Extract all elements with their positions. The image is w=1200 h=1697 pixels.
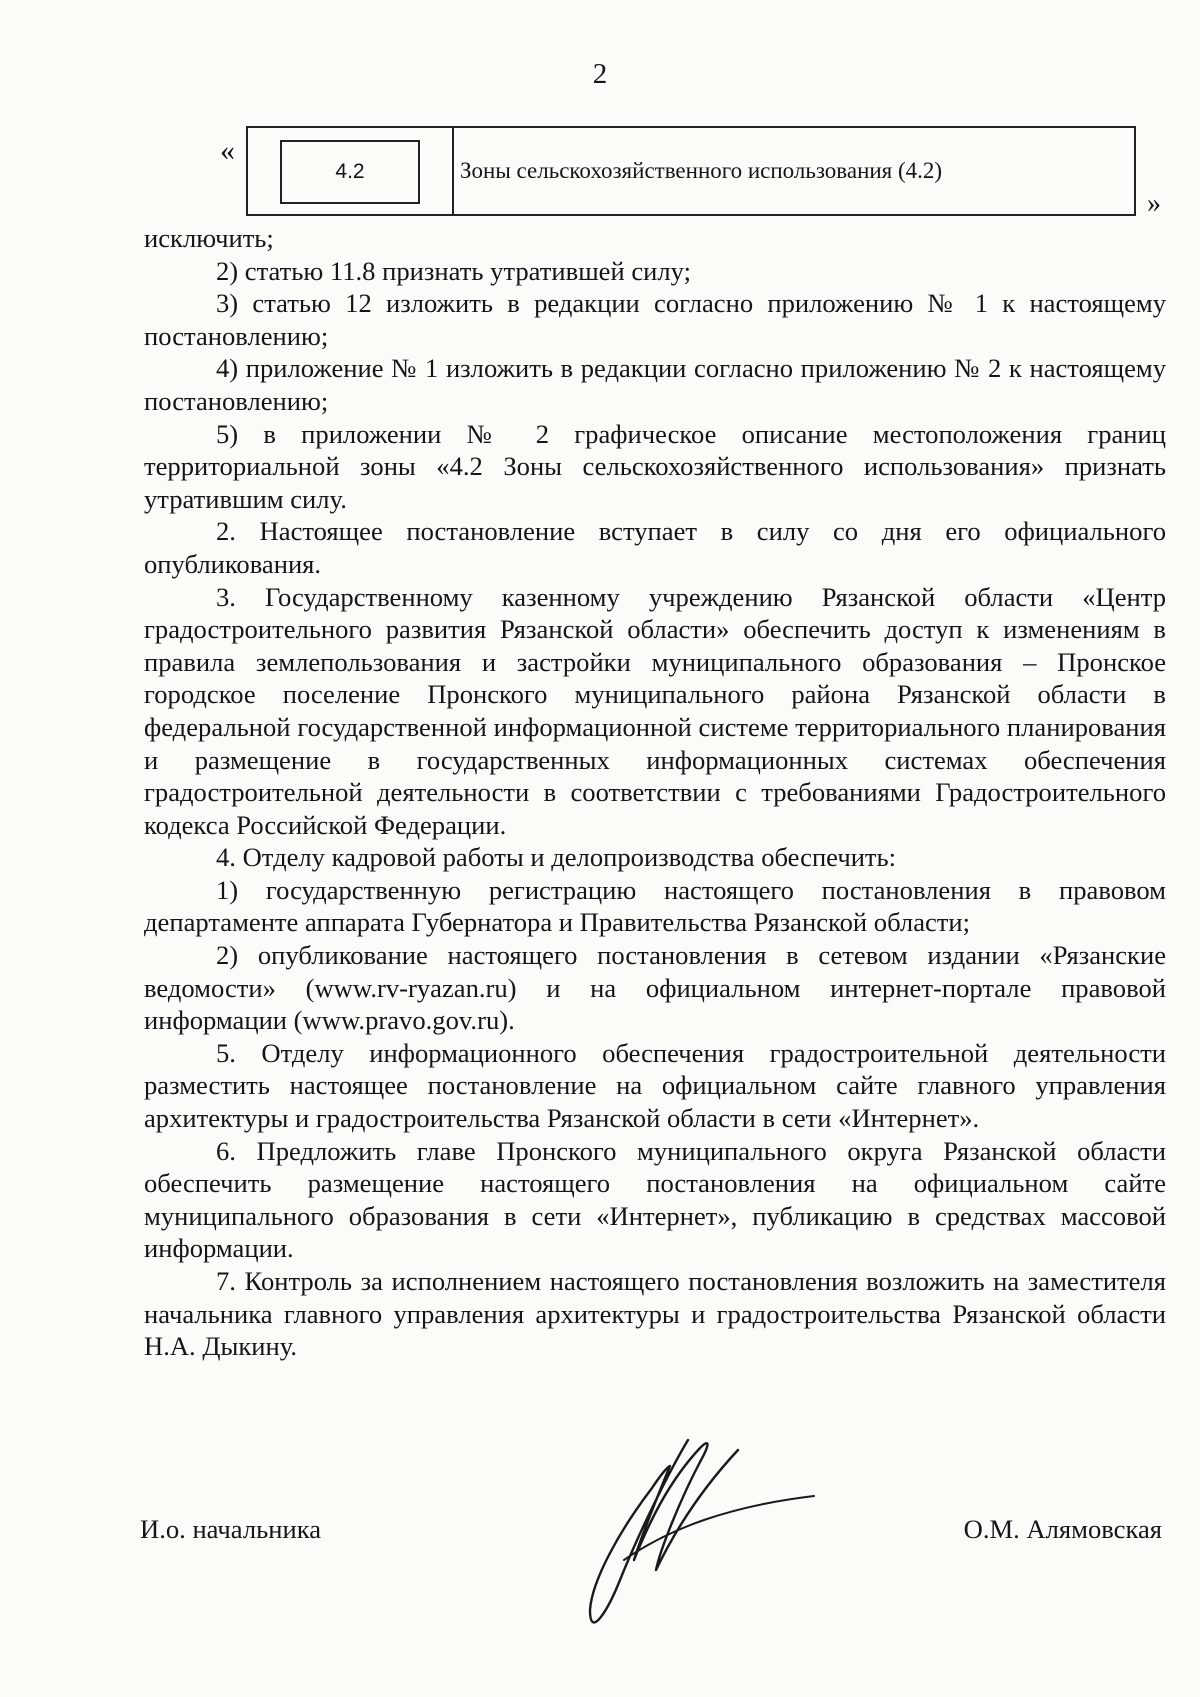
paragraph: 6. Предложить главе Пронского муниципального округа Рязанской области обеспечить размещение настоящего постановления на официальном сайте муниципального образования в сети «Интернет», публикацию в средствах массовой информации.	[144, 1135, 1166, 1264]
paragraph: 5. Отделу информационного обеспечения градостроительной деятельности разместить настоящее постановление на официальном сайте главного управления архитектуры и градостроительства Рязанской области в сети «Интернет».	[144, 1037, 1166, 1134]
closing-quote: »	[1147, 188, 1161, 219]
paragraph: 3. Государственному казенному учреждению Рязанской области «Центр градостроительного развития Рязанской области» обеспечить доступ к изменениям в правила землепользования и застройки муниципального образования – Пронское городское поселение Пронского муниципального района Рязанской области в федеральной государственной информационной системе территориального планирования и размещение в государственных информационных системах обеспечения градостроительной деятельности в соответствии с требованиями Градостроительного кодекса Российской Федерации.	[144, 581, 1166, 840]
paragraph: исключить;	[144, 223, 274, 253]
signer-role: И.о. начальника	[140, 1514, 322, 1544]
page-number: 2	[592, 58, 608, 90]
handwritten-signature-icon	[560, 1410, 820, 1650]
paragraph: 4. Отделу кадровой работы и делопроизводства обеспечить:	[216, 842, 897, 873]
paragraph: 2) статью 11.8 признать утратившей силу;	[216, 255, 692, 286]
paragraph: 5) в приложении № 2 графическое описание местоположения границ территориальной зоны «4.2 Зоны сельскохозяйственного использования» признать утратившим силу.	[144, 418, 1166, 514]
paragraph: 7. Контроль за исполнением настоящего постановления возложить на заместителя начальника главного управления архитектуры и градостроительства Рязанской области Н.А. Дыкину.	[144, 1266, 1166, 1362]
paragraph: 4) приложение № 1 изложить в редакции согласно приложению № 2 к настоящему постановлению;	[144, 353, 1166, 416]
document-body	[144, 222, 1166, 1363]
zone-code-swatch: 4.2	[280, 140, 420, 204]
signer-name: О.М. Алямовская	[963, 1514, 1162, 1544]
paragraph: 2. Настоящее постановление вступает в силу со дня его официального опубликования.	[144, 516, 1166, 579]
zone-table	[246, 126, 1136, 216]
paragraph: 2) опубликование настоящего постановления в сетевом издании «Рязанские ведомости» (www.rv-ryazan.ru) и на официальном интернет-портале правовой информации (www.pravo.gov.ru).	[144, 940, 1166, 1036]
zone-name-cell: Зоны сельскохозяйственного использования (4.2)	[460, 158, 943, 183]
opening-quote: «	[220, 134, 235, 167]
paragraph: 3) статью 12 изложить в редакции согласно приложению № 1 к настоящему постановлению;	[144, 288, 1166, 351]
zone-code-cell	[248, 128, 454, 214]
paragraph: 1) государственную регистрацию настоящего постановления в правовом департаменте аппарата Губернатора и Правительства Рязанской области;	[144, 874, 1166, 938]
